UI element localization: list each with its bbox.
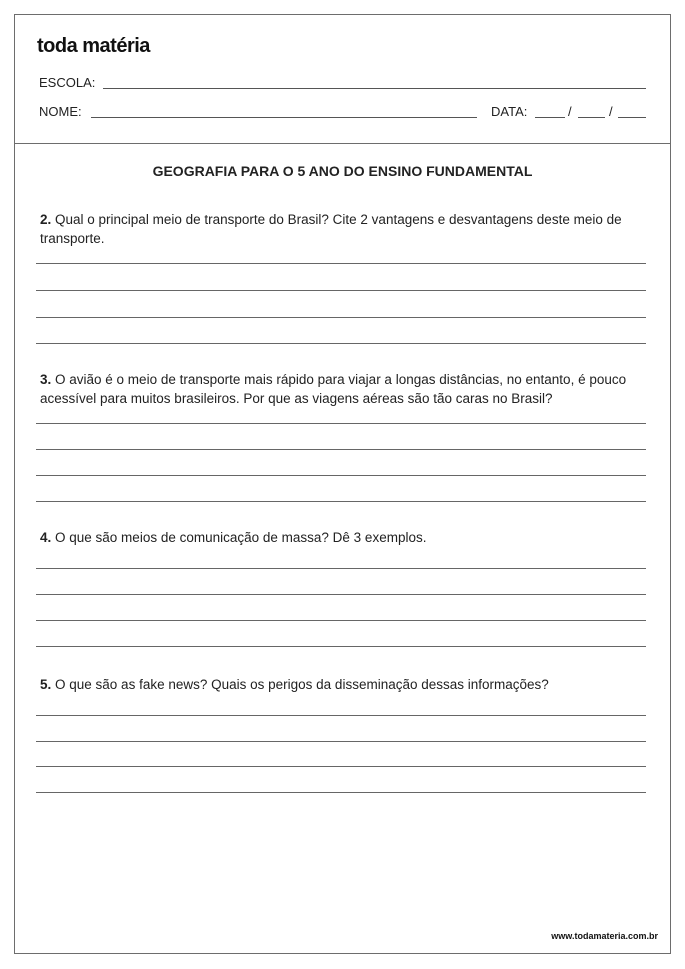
answer-line[interactable]: [36, 741, 646, 742]
footer-website: www.todamateria.com.br: [551, 931, 658, 941]
date-label: DATA:: [491, 104, 528, 119]
answer-line[interactable]: [36, 568, 646, 569]
school-label: ESCOLA:: [39, 75, 96, 90]
date-month-field[interactable]: [578, 117, 605, 118]
date-day-field[interactable]: [535, 117, 565, 118]
question-4: [40, 528, 650, 547]
header-divider: [15, 143, 670, 144]
answer-line[interactable]: [36, 317, 646, 318]
question-text: O que são as fake news? Quais os perigos da disseminação dessas informações?: [51, 677, 549, 692]
answer-line[interactable]: [36, 646, 646, 647]
question-number: 4.: [40, 530, 52, 545]
school-field[interactable]: [103, 88, 646, 89]
answer-line[interactable]: [36, 423, 646, 424]
question-2: [40, 210, 650, 248]
name-label: NOME:: [39, 104, 82, 119]
brand-logo: toda matéria: [37, 35, 150, 57]
date-separator: /: [609, 104, 613, 119]
answer-line[interactable]: [36, 792, 646, 793]
worksheet-page: [14, 14, 671, 954]
name-field[interactable]: [91, 117, 477, 118]
answer-line[interactable]: [36, 594, 646, 595]
question-number: 2.: [40, 212, 52, 227]
answer-line[interactable]: [36, 715, 646, 716]
question-text: O que são meios de comunicação de massa? Dê 3 exemplos.: [51, 530, 427, 545]
question-number: 5.: [40, 677, 52, 692]
answer-line[interactable]: [36, 449, 646, 450]
question-5: [40, 675, 650, 694]
answer-line[interactable]: [36, 620, 646, 621]
answer-line[interactable]: [36, 343, 646, 344]
answer-line[interactable]: [36, 501, 646, 502]
answer-line[interactable]: [36, 263, 646, 264]
question-number: 3.: [40, 372, 52, 387]
answer-line[interactable]: [36, 475, 646, 476]
question-3: [40, 370, 650, 408]
answer-line[interactable]: [36, 290, 646, 291]
question-text: Qual o principal meio de transporte do Brasil? Cite 2 vantagens e desvantagens deste meio de transporte.: [40, 212, 622, 246]
date-year-field[interactable]: [618, 117, 646, 118]
worksheet-title: GEOGRAFIA PARA O 5 ANO DO ENSINO FUNDAMENTAL: [152, 163, 533, 179]
answer-line[interactable]: [36, 766, 646, 767]
question-text: O avião é o meio de transporte mais rápido para viajar a longas distâncias, no entanto, é pouco acessível para muitos brasileiros. Por que as viagens aéreas são tão caras no Brasil?: [40, 372, 627, 406]
date-separator: /: [568, 104, 572, 119]
